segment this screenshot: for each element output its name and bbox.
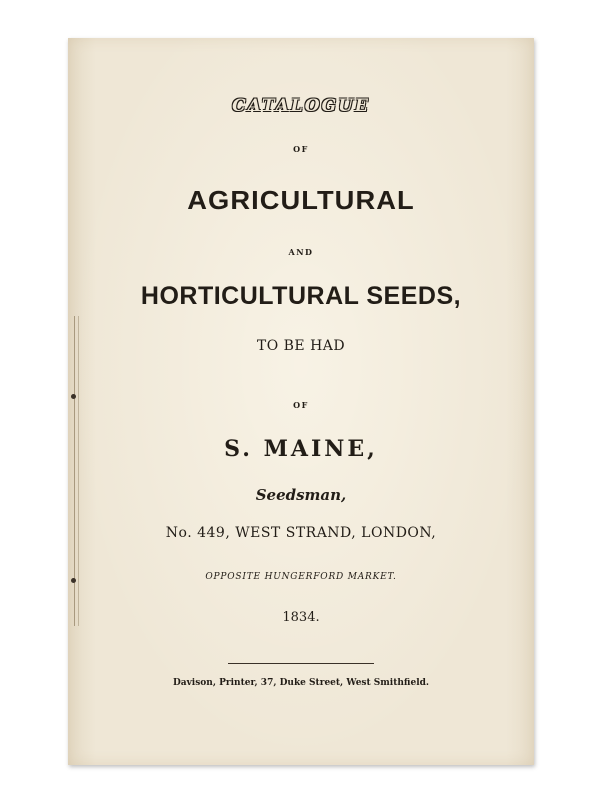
title-page — [68, 38, 534, 765]
horticultural-seeds-heading: HORTICULTURAL SEEDS, — [140, 282, 462, 310]
catalogue-heading: CATALOGUE — [232, 96, 370, 116]
of-word: OF — [293, 400, 309, 410]
seller-occupation: Seedsman, — [255, 486, 347, 504]
divider-rule — [228, 663, 374, 664]
binding-hole — [71, 394, 76, 399]
of-word: OF — [293, 144, 309, 154]
location-note: OPPOSITE HUNGERFORD MARKET. — [205, 572, 397, 582]
printer-imprint: Davison, Printer, 37, Duke Street, West Smithfield. — [172, 678, 430, 688]
and-word: AND — [288, 247, 314, 257]
seller-address: No. 449, WEST STRAND, LONDON, — [165, 525, 437, 541]
publication-year: 1834. — [282, 610, 320, 625]
agricultural-heading: AGRICULTURAL — [187, 185, 415, 215]
seller-name: S. MAINE, — [224, 436, 378, 462]
to-be-had-line: TO BE HAD — [256, 338, 346, 354]
